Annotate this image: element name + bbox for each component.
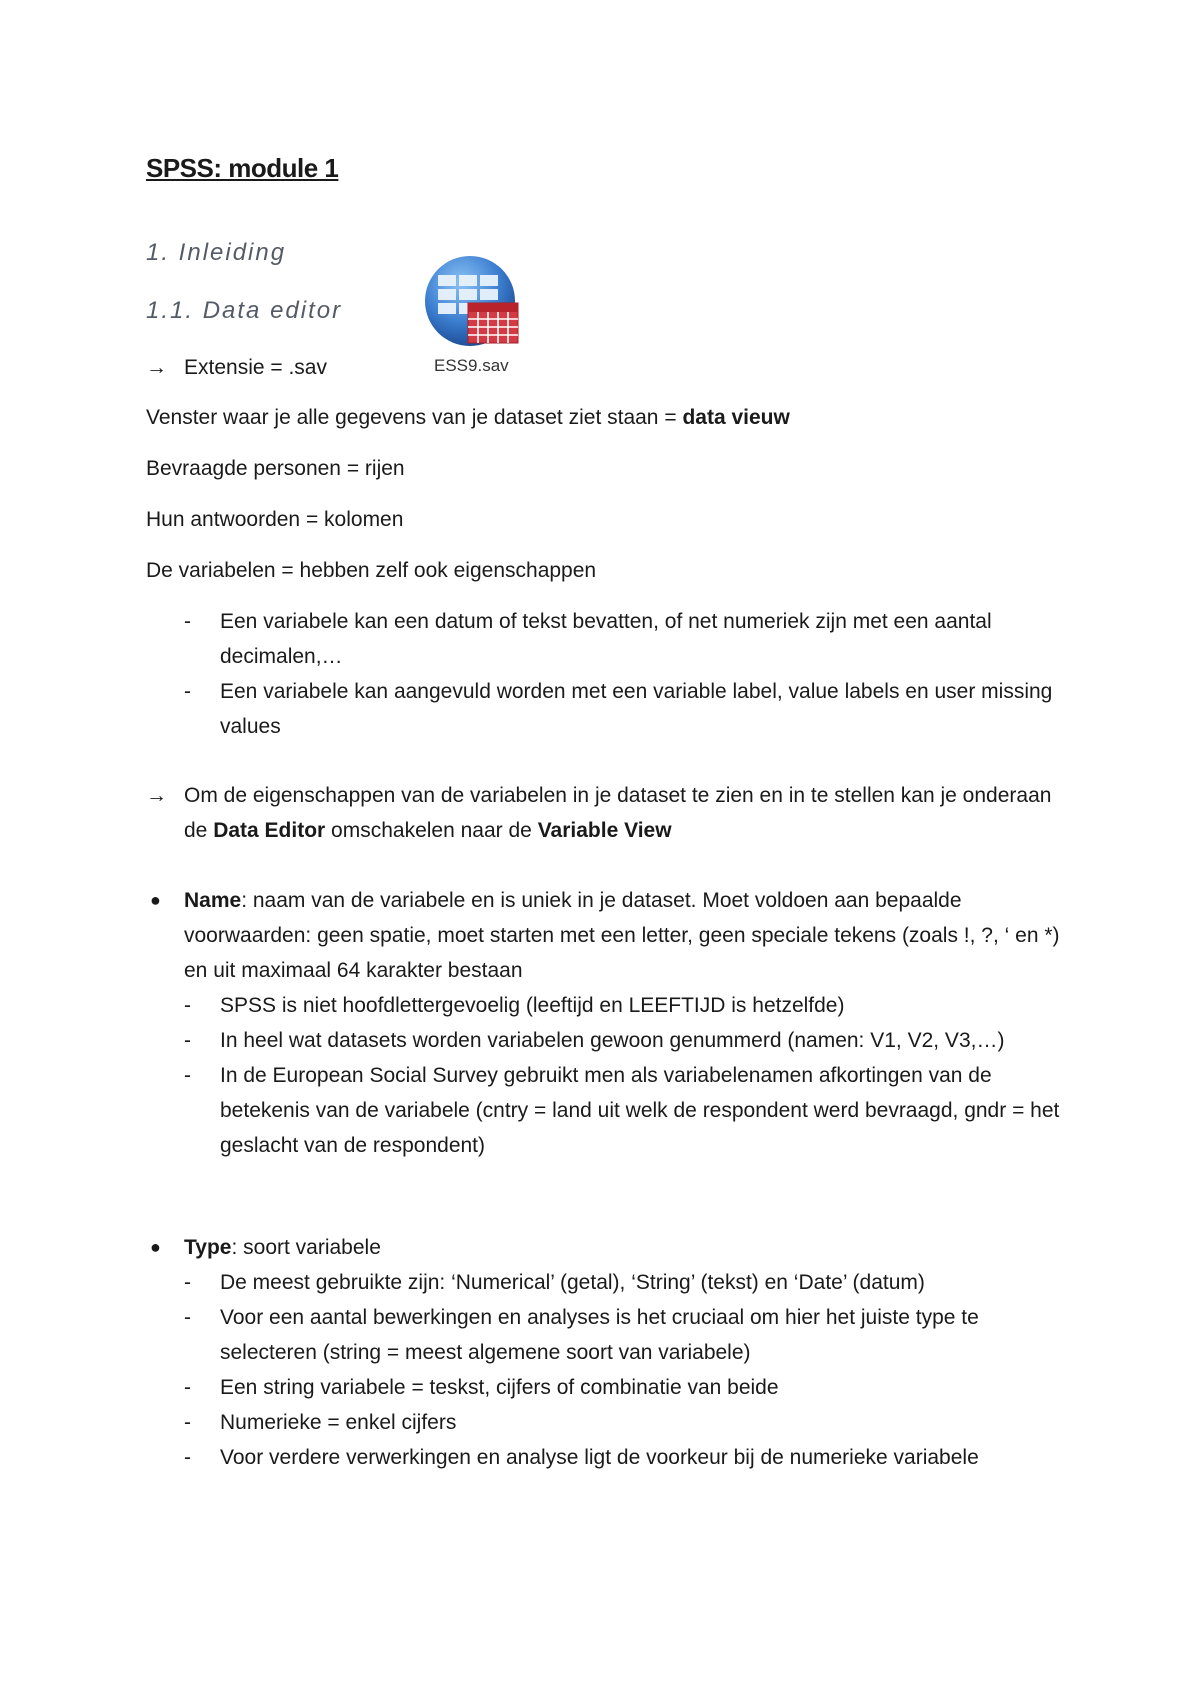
list-item — [184, 1058, 1076, 1163]
paragraph-rows: Bevraagde personen = rijen — [146, 457, 405, 480]
variable-view-paragraph — [146, 778, 1076, 848]
list-item-text: De meest gebruikte zijn: ‘Numerical’ (getal), ‘String’ (tekst) en ‘Date’ (datum) — [220, 1271, 925, 1294]
section-description: : naam van de variabele en is uniek in je dataset. Moet voldoen aan bepaalde voorwaarden: geen spatie, moet starten met een letter, geen speciale tekens (zoals !, ?, ‘ en *) en uit maximaal 64 karakter bestaan — [184, 889, 1060, 982]
list-item-text: Voor verdere verwerkingen en analyse ligt de voorkeur bij de numerieke variabele — [220, 1446, 979, 1469]
heading-data-editor: 1.1. Data editor — [146, 297, 343, 324]
bold-term: data vieuw — [682, 406, 790, 429]
spreadsheet-file-icon — [424, 253, 524, 353]
dash-marker: - — [184, 1411, 191, 1434]
paragraph-text: Om de eigenschappen van de variabelen in je dataset te zien en in te stellen kan je onderaan de — [184, 784, 1052, 842]
dash-marker: - — [184, 1306, 191, 1329]
list-item — [184, 1440, 1076, 1475]
heading-inleiding: 1. Inleiding — [146, 239, 287, 266]
list-item-text: Numerieke = enkel cijfers — [220, 1411, 457, 1434]
page-title: SPSS: module 1 — [146, 153, 339, 183]
list-item-text: Een variabele kan aangevuld worden met een variable label, value labels en user missing values — [220, 680, 1053, 738]
list-item — [184, 1370, 1076, 1405]
list-item — [184, 674, 1074, 744]
list-item — [184, 1405, 1076, 1440]
file-label: ESS9.sav — [434, 356, 509, 375]
dash-marker: - — [184, 994, 191, 1017]
bold-term: Type — [184, 1236, 232, 1259]
dash-marker: - — [184, 1446, 191, 1469]
list-item-text: SPSS is niet hoofdlettergevoelig (leeftijd en LEEFTIJD is hetzelfde) — [220, 994, 845, 1017]
bold-term: Data Editor — [213, 819, 326, 842]
type-sublist — [146, 1265, 1076, 1475]
paragraph-text: Venster waar je alle gegevens van je dataset ziet staan = — [146, 406, 683, 429]
paragraph-variables: De variabelen = hebben zelf ook eigenschappen — [146, 559, 597, 582]
list-item — [184, 1023, 1076, 1058]
type-section — [146, 1230, 1076, 1475]
dash-marker: - — [184, 1029, 191, 1052]
name-sublist — [146, 988, 1076, 1163]
name-section — [146, 883, 1076, 1163]
paragraph-data-view — [146, 400, 790, 435]
arrow-icon: → — [146, 356, 167, 379]
paragraph-columns: Hun antwoorden = kolomen — [146, 508, 404, 531]
extension-line — [146, 350, 327, 385]
bold-term: Name — [184, 889, 242, 912]
dash-marker: - — [184, 1376, 191, 1399]
list-item — [184, 988, 1076, 1023]
extension-text: Extensie = .sav — [184, 356, 327, 379]
dash-marker: - — [184, 1064, 191, 1087]
list-item-text: In de European Social Survey gebruikt men als variabelenamen afkortingen van de betekenis van de variabele (cntry = land uit welk de respondent werd bevraagd, gndr = het geslacht van de respondent) — [220, 1064, 1060, 1157]
dash-marker: - — [184, 680, 191, 703]
list-item-text: Voor een aantal bewerkingen en analyses is het cruciaal om hier het juiste type te selecteren (string = meest algemene soort van variabele) — [220, 1306, 979, 1364]
list-item — [184, 1300, 1076, 1370]
variable-properties-list — [184, 604, 1074, 744]
paragraph-text: omschakelen naar de — [325, 819, 538, 842]
list-item-text: Een variabele kan een datum of tekst bevatten, of net numeriek zijn met een aantal decimalen,… — [220, 610, 992, 668]
dash-marker: - — [184, 610, 191, 633]
bullet-icon: ● — [150, 890, 161, 910]
section-description: : soort variabele — [231, 1236, 381, 1259]
list-item — [184, 1265, 1076, 1300]
list-item-text: In heel wat datasets worden variabelen gewoon genummerd (namen: V1, V2, V3,…) — [220, 1029, 1005, 1052]
arrow-icon: → — [146, 784, 167, 807]
dash-marker: - — [184, 1271, 191, 1294]
bullet-icon: ● — [150, 1237, 161, 1257]
list-item — [184, 604, 1074, 674]
list-item-text: Een string variabele = teskst, cijfers of combinatie van beide — [220, 1376, 779, 1399]
bold-term: Variable View — [537, 819, 672, 842]
